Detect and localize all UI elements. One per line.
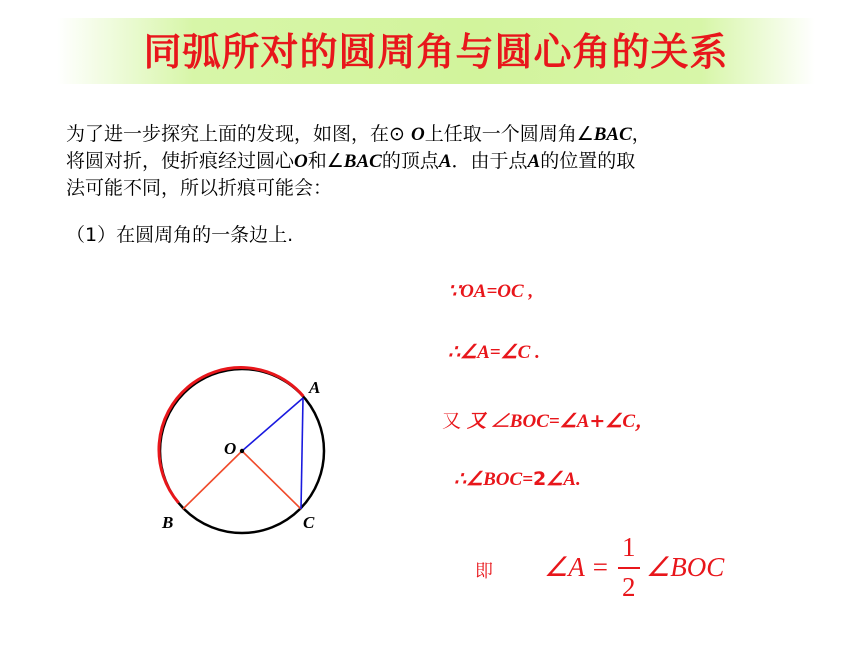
slide-title: 同弧所对的圆周角与圆心角的关系 (143, 30, 729, 74)
text-span: 的顶点 (381, 150, 439, 172)
text-span: 上任取一个圆周角∠ (424, 123, 594, 145)
math-a: A (438, 151, 452, 172)
math-bac: BAC (343, 151, 382, 172)
chord-ac (301, 398, 303, 509)
math-o: O (294, 151, 308, 172)
step-1-heading: （1）在圆周角的一条边上. (66, 224, 294, 246)
paragraph-line-3: 法可能不同，所以折痕可能会： (66, 177, 333, 199)
proof-line-2: ∴∠A=∠C . (448, 342, 540, 363)
proof-line-3 (442, 406, 654, 433)
text-span: ．由于点 (451, 150, 528, 172)
proof-line-4 (454, 468, 581, 491)
label-a: A (309, 378, 321, 397)
chord-ao (242, 398, 303, 451)
text-span: 2 (533, 468, 547, 490)
text-span: ， (631, 123, 651, 145)
text-span: 的位置的取 (540, 150, 636, 172)
formula-numerator: 1 (622, 532, 636, 562)
label-o: O (224, 439, 237, 458)
formula-lhs: ∠A = (544, 552, 610, 582)
label-b: B (162, 513, 174, 532)
math-o: O (410, 124, 425, 145)
label-c: C (303, 513, 315, 532)
text-span: + (589, 410, 606, 432)
text-span: ∠A. (546, 469, 581, 490)
text-span: ∴∠BOC= (454, 469, 534, 490)
radius-ob (183, 451, 242, 509)
text-span: 为了进一步探究上面的发现，如图，在⊙ (66, 123, 411, 145)
text-span: 将圆对折，使折痕经过圆心 (66, 150, 295, 172)
text-span: ∠C， (605, 411, 655, 432)
text-span: 又 (442, 410, 468, 432)
fraction-bar (618, 567, 640, 569)
center-point (240, 449, 244, 453)
proof-line-1: ∵OA=OC , (448, 281, 534, 302)
radius-oc (242, 451, 301, 509)
text-span: 又 ∠BOC=∠A (467, 411, 590, 432)
arc-bca-highlight (159, 368, 303, 503)
formula-rhs: ∠BOC (646, 552, 725, 582)
formula-denominator: 2 (622, 572, 636, 602)
math-a: A (527, 151, 541, 172)
text-span: 和∠ (307, 150, 344, 172)
ji-label: 即 (475, 561, 493, 582)
math-bac: BAC (593, 124, 632, 145)
